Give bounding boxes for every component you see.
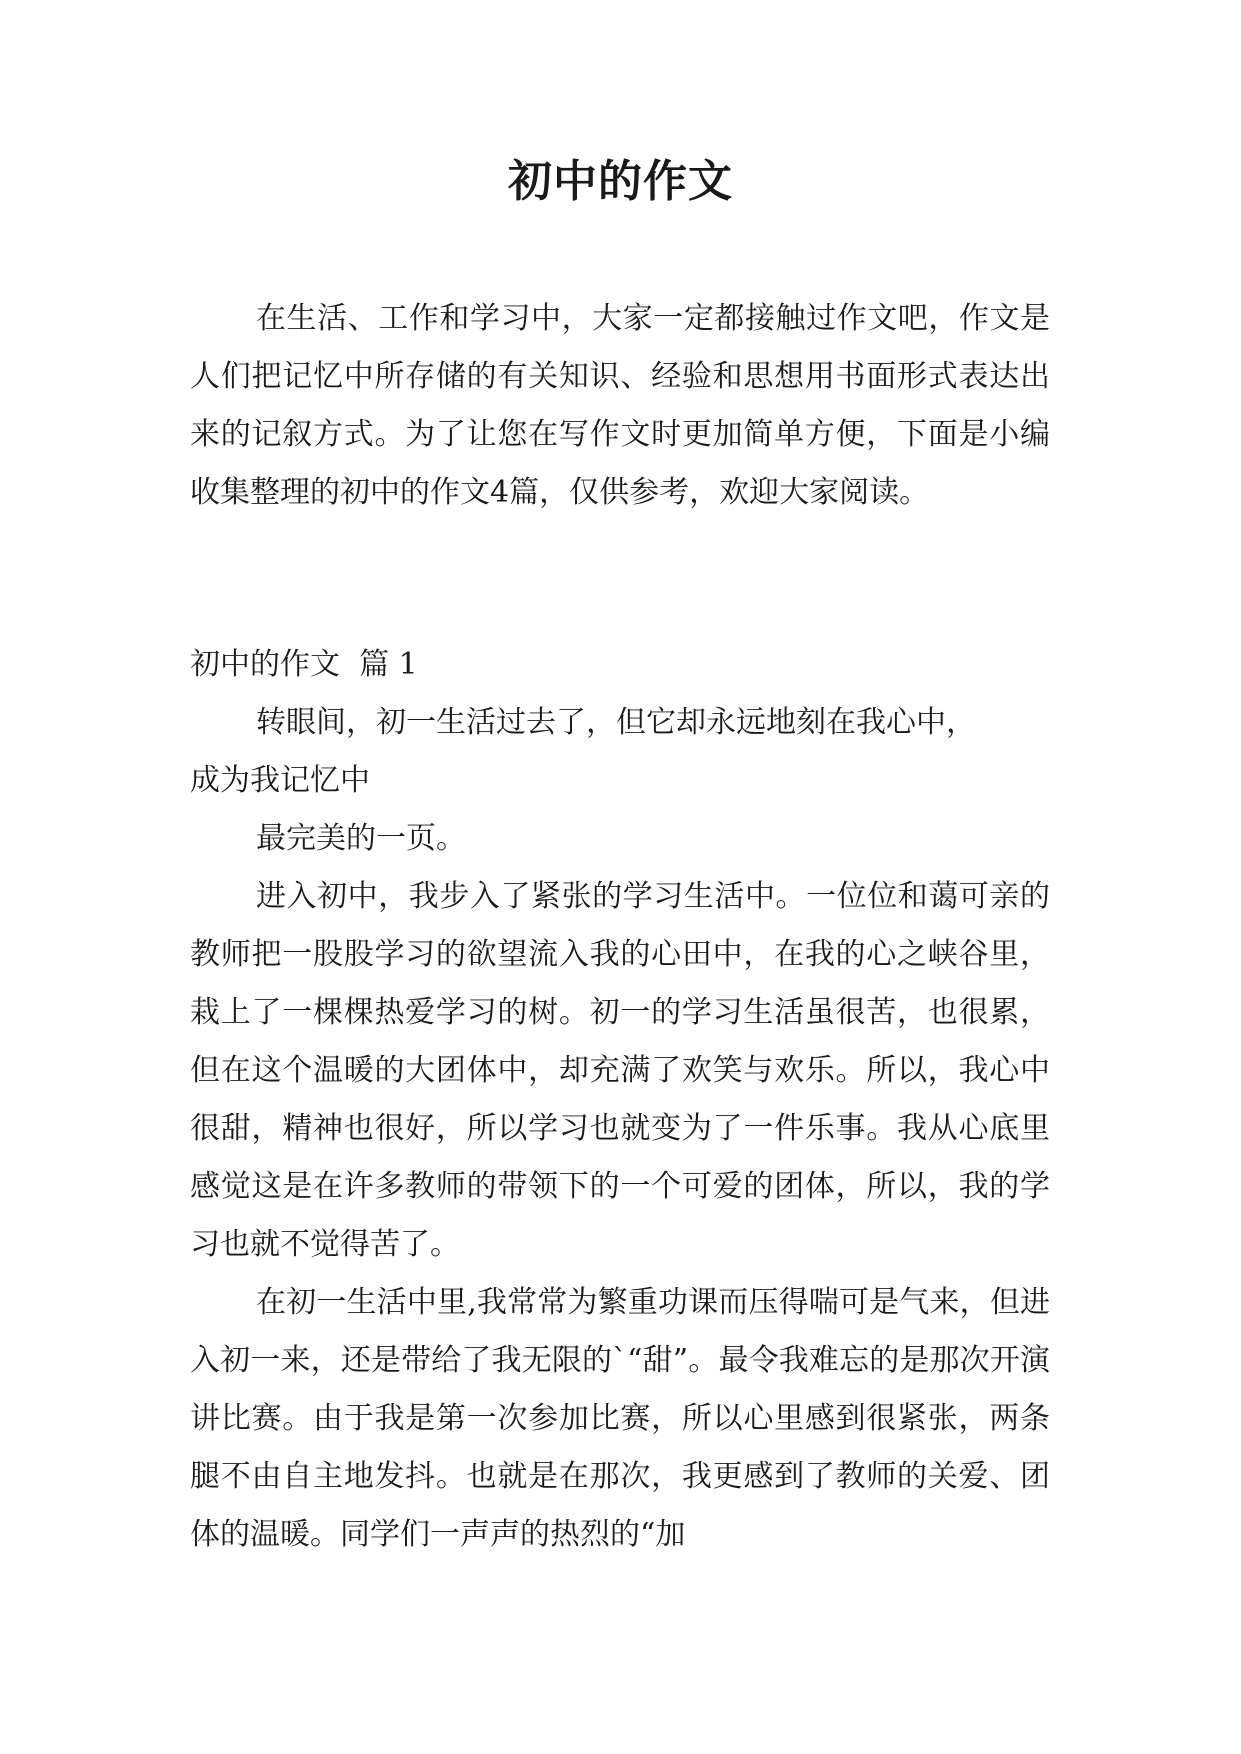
section-heading-text: 初中的作文 篇 1 xyxy=(190,647,418,682)
essay-section-1 xyxy=(190,694,1050,1564)
document-title: 初中的作文 xyxy=(508,156,733,207)
essay-paragraph-3: 进入初中，我步入了紧张的学习生活中。一位位和蔼可亲的教师把一股股学习的欲望流入我的心田中，在我的心之峡谷里，栽上了一棵棵热爱学习的树。初一的学习生活虽很苦，也很累，但在这个温暖的大团体中，却充满了欢笑与欢乐。所以，我心中很甜，精神也很好，所以学习也就变为了一件乐事。我从心底里感觉这是在许多教师的带领下的一个可爱的团体，所以，我的学习也就不觉得苦了。 xyxy=(190,879,1050,1262)
intro-section xyxy=(190,290,1050,522)
essay-paragraph-4: 在初一生活中里,我常常为繁重功课而压得喘可是气来，但进入初一来，还是带给了我无限的`“甜”。最令我难忘的是那次开演讲比赛。由于我是第一次参加比赛，所以心里感到很紧张，两条腿不由自主地发抖。也就是在那次，我更感到了教师的关爱、团体的温暖。同学们一声声的热烈的“加 xyxy=(190,1285,1050,1552)
section-heading-1 xyxy=(190,636,418,694)
essay-paragraph-1a: 转眼间，初一生活过去了，但它却永远地刻在我心中， xyxy=(256,705,976,740)
essay-paragraph-2: 最完美的一页。 xyxy=(256,821,466,856)
essay-paragraph-1b: 成为我记忆中 xyxy=(190,763,370,798)
intro-paragraph: 在生活、工作和学习中，大家一定都接触过作文吧，作文是人们把记忆中所存储的有关知识、经验和思想用书面形式表达出来的记叙方式。为了让您在写作文时更加简单方便，下面是小编收集整理的初中的作文4篇，仅供参考，欢迎大家阅读。 xyxy=(190,301,1050,510)
